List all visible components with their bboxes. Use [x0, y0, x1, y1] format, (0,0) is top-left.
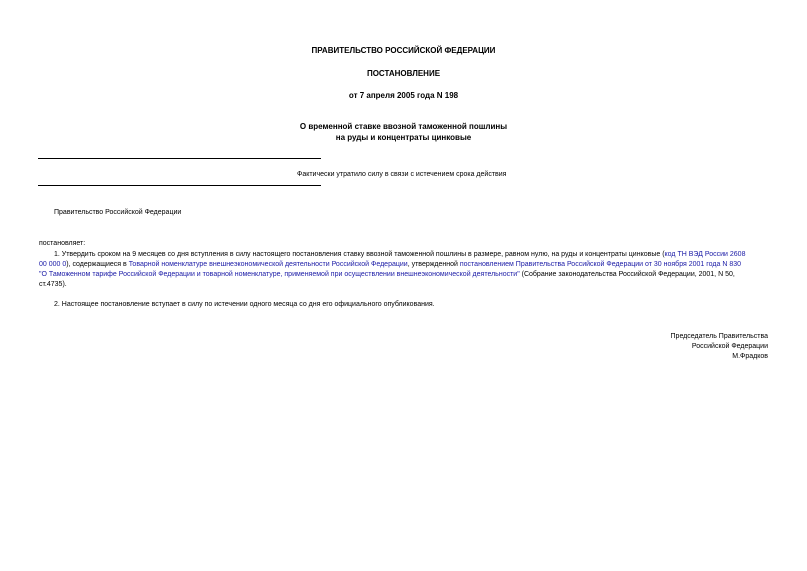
issuer-text: Правительство Российской Федерации — [54, 209, 182, 216]
signature-country: Российской Федерации — [691, 343, 768, 350]
divider-top — [38, 158, 321, 159]
signature-name: М.Фрадков — [732, 353, 768, 360]
hs-code-link[interactable]: код ТН ВЭД России 2608 — [664, 251, 746, 258]
document-title-line2: на руды и концентраты цинковые — [335, 133, 472, 142]
divider-bottom — [38, 185, 321, 186]
paragraph-1: 1. Утвердить сроком на 9 месяцев со дня вступления в силу настоящего постановления ставку ввозной таможенной пошлины в размере, равном нулю, на руды и концентраты цинковые (код ТН ВЭД России 2608 00 000 0), содержащиеся в Товарной номенклатуре внешнеэкономической деятельности Российской Федерации, утвержденной постановлением Правительства Российской Федерации от 30 ноября 2001 года N 830 "О Таможенном тарифе Российской Федерации и товарной номенклатуре, применяемой при осуществлении внешнеэкономической деятельности" (Собрание законодательства Российской Федерации, 2001, N 50, ст.4735). — [39, 251, 746, 288]
authority-heading: ПРАВИТЕЛЬСТВО РОССИЙСКОЙ ФЕДЕРАЦИИ — [311, 46, 496, 55]
resolution-830-link[interactable]: постановлением Правительства Российской Федерации от 30 ноября 2001 года N 830 — [459, 261, 741, 268]
status-note: Фактически утратило силу в связи с истечением срока действия — [297, 171, 507, 178]
document-type-heading: ПОСТАНОВЛЕНИЕ — [366, 69, 441, 78]
document-title-line1: О временной ставке ввозной таможенной пошлины — [299, 122, 508, 131]
hs-code-link-cont[interactable]: 00 000 0 — [39, 261, 67, 268]
paragraph-2: 2. Настоящее постановление вступает в силу по истечении одного месяца со дня его официального опубликования. — [54, 301, 435, 308]
resolution-830-title-link[interactable]: "О Таможенном тарифе Российской Федерации и товарной номенклатуре, применяемой при осуществлении внешнеэкономической деятельности" — [39, 271, 520, 278]
date-number-heading: от 7 апреля 2005 года N 198 — [348, 91, 459, 100]
nomenclature-link[interactable]: Товарной номенклатуре внешнеэкономической деятельности Российской Федерации — [128, 261, 408, 268]
signature-title: Председатель Правительства — [670, 333, 768, 340]
decrees-text: постановляет: — [39, 240, 86, 247]
